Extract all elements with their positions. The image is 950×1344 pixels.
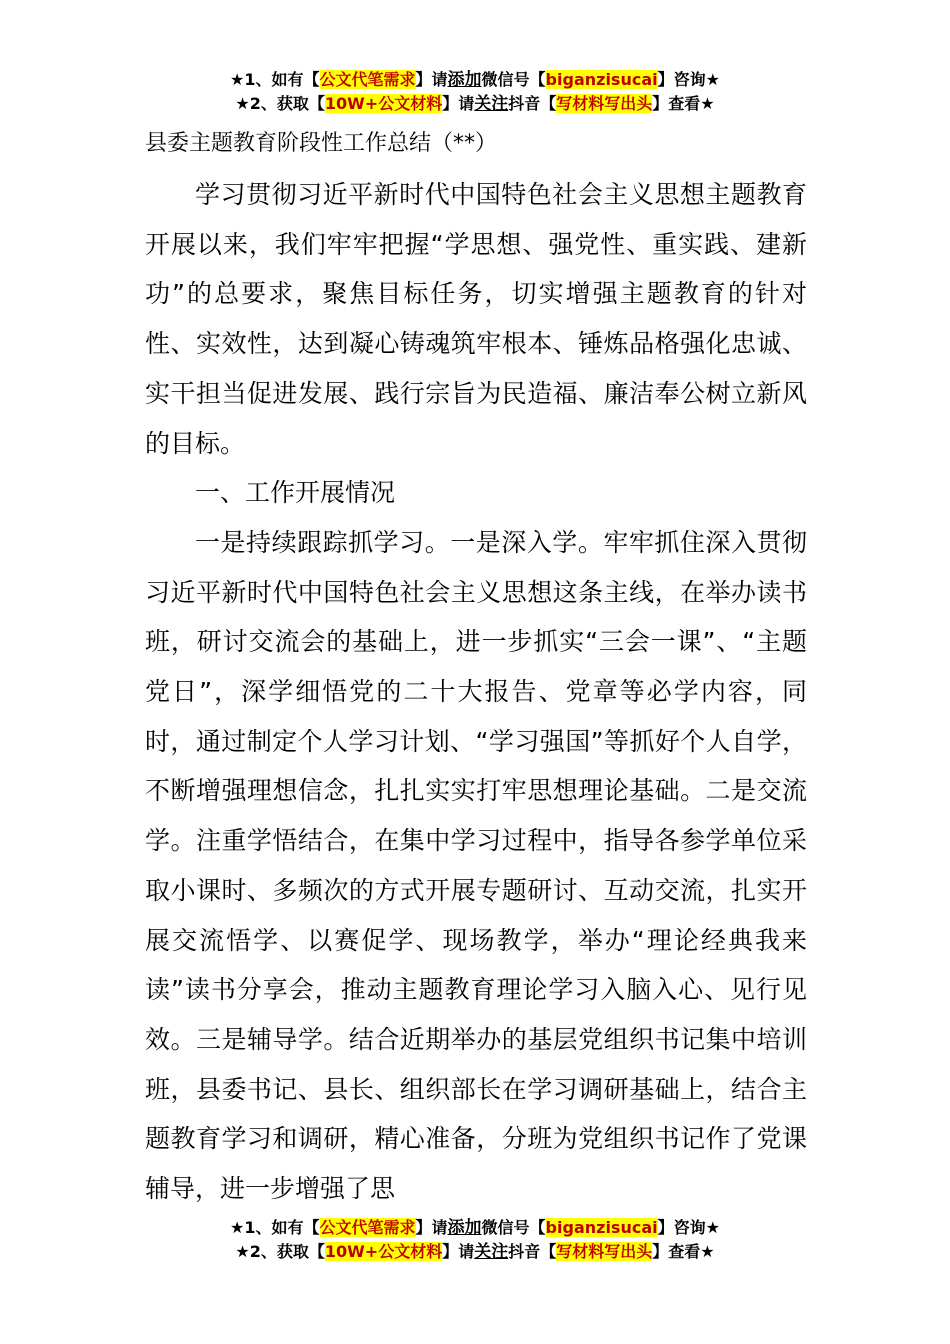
section-paragraph: 一是持续跟踪抓学习。一是深入学。牢牢抓住深入贯彻习近平新时代中国特色社会主义思想这条主线，在举办读书班，研讨交流会的基础上，进一步抓实“三会一课”、“主题党日”，深学细悟党的二十大报告、党章等必学内容，同时，通过制定个人学习计划、“学习强国”等抓好个人自学，不断增强理想信念，扎扎实实打牢思想理论基础。二是交流学。注重学悟结合，在集中学习过程中，指导各参学单位采取小课时、多频次的方式开展专题研讨、互动交流，扎实开展交流悟学、以赛促学、现场教学，举办“理论经典我来读”读书分享会，推动主题教育理论学习入脑入心、见行见效。三是辅导学。结合近期举办的基层党组织书记集中培训班，县委书记、县长、组织部长在学习调研基础上，结合主题教育学习和调研，精心准备，分班为党组织书记作了党课辅导，进一步增强了思 (145, 527, 807, 1204)
wechat-id: biganzisucai (545, 1218, 658, 1237)
banner-line-2: ★2、获取【10W+公文材料】请关注抖音【写材料写出头】查看★ (235, 1242, 715, 1262)
wechat-id: biganzisucai (545, 70, 658, 89)
document-title: 县委主题教育阶段性工作总结（**） (145, 131, 498, 156)
section-heading: 一、工作开展情况 (195, 478, 396, 508)
banner-line-1: ★1、如有【公文代笔需求】请添加微信号【biganzisucai】咨询★ (230, 1218, 720, 1238)
highlight-text: 公文代笔需求 (319, 1218, 416, 1237)
banner-line-2: ★2、获取【10W+公文材料】请关注抖音【写材料写出头】查看★ (235, 94, 715, 114)
header-banner (0, 68, 950, 116)
douyin-account: 写材料写出头 (556, 94, 653, 113)
banner-line-1: ★1、如有【公文代笔需求】请添加微信号【biganzisucai】咨询★ (230, 70, 720, 90)
douyin-account: 写材料写出头 (556, 1242, 653, 1261)
intro-paragraph: 学习贯彻习近平新时代中国特色社会主义思想主题教育开展以来，我们牢牢把握“学思想、强党性、重实践、建新功”的总要求，聚焦目标任务，切实增强主题教育的针对性、实效性，达到凝心铸魂筑牢根本、锤炼品格强化忠诚、实干担当促进发展、践行宗旨为民造福、廉洁奉公树立新风的目标。 (145, 180, 807, 458)
highlight-text: 公文代笔需求 (319, 70, 416, 89)
highlight-text: 10W+公文材料 (324, 1242, 443, 1261)
highlight-text: 10W+公文材料 (324, 94, 443, 113)
footer-banner (0, 1216, 950, 1264)
document-body (145, 170, 807, 1214)
